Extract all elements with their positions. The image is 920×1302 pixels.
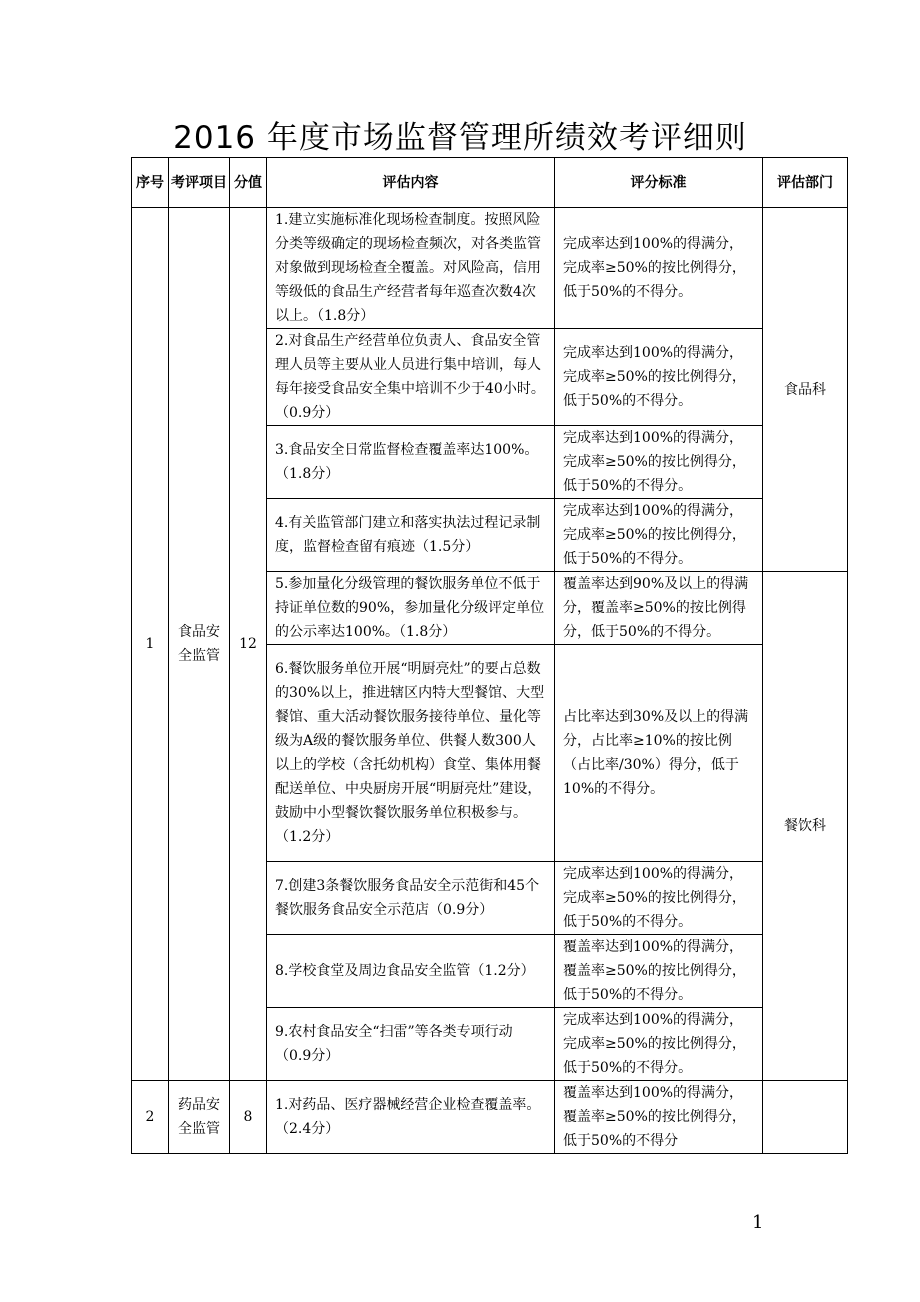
section-seq: 2 [132,1081,169,1154]
section-score: 8 [230,1081,267,1154]
row-content: 6.餐饮服务单位开展“明厨亮灶”的要占总数的30%以上，推进辖区内特大型餐馆、大型餐馆、重大活动餐饮服务接待单位、量化等级为A级的餐饮服务单位、供餐人数300人以上的学校（含托幼机构）食堂、集体用餐配送单位、中央厨房开展“明厨亮灶”建设，鼓励中小型餐饮餐饮服务单位积极参与。（1.2分） [267,645,555,862]
section-item: 食品安全监管 [169,208,230,1081]
row-standard: 覆盖率达到90%及以上的得满分，覆盖率≥50%的按比例得分，低于50%的不得分。 [555,572,763,645]
section-score: 12 [230,208,267,1081]
row-standard: 完成率达到100%的得满分，完成率≥50%的按比例得分，低于50%的不得分。 [555,862,763,935]
table-header-row [132,158,848,208]
row-content: 8.学校食堂及周边食品安全监管（1.2分） [267,935,555,1008]
row-standard: 覆盖率达到100%的得满分，覆盖率≥50%的按比例得分，低于50%的不得分 [555,1081,763,1154]
document-title: 2016 年度市场监督管理所绩效考评细则 [173,120,747,156]
header-content: 评估内容 [267,158,555,208]
header-score: 分值 [230,158,267,208]
row-content: 2.对食品生产经营单位负责人、食品安全管理人员等主要从业人员进行集中培训，每人每年接受食品安全集中培训不少于40小时。（0.9分） [267,329,555,426]
table-row [132,208,848,329]
row-content: 1.建立实施标准化现场检查制度。按照风险分类等级确定的现场检查频次，对各类监管对象做到现场检查全覆盖。对风险高，信用等级低的食品生产经营者每年巡查次数4次以上。（1.8分） [267,208,555,329]
row-content: 4.有关监管部门建立和落实执法过程记录制度，监督检查留有痕迹（1.5分） [267,499,555,572]
row-standard: 覆盖率达到100%的得满分，覆盖率≥50%的按比例得分，低于50%的不得分。 [555,935,763,1008]
row-content: 9.农村食品安全“扫雷”等各类专项行动（0.9分） [267,1008,555,1081]
header-standard: 评分标准 [555,158,763,208]
evaluation-table [131,157,848,1154]
row-standard: 完成率达到100%的得满分，完成率≥50%的按比例得分，低于50%的不得分。 [555,1008,763,1081]
section-seq: 1 [132,208,169,1081]
row-content: 1.对药品、医疗器械经营企业检查覆盖率。（2.4分） [267,1081,555,1154]
row-standard: 完成率达到100%的得满分，完成率≥50%的按比例得分，低于50%的不得分。 [555,208,763,329]
dept-food: 食品科 [763,208,848,572]
header-seq: 序号 [132,158,169,208]
dept-catering: 餐饮科 [763,572,848,1081]
row-content: 5.参加量化分级管理的餐饮服务单位不低于持证单位数的90%，参加量化分级评定单位的公示率达100%。（1.8分） [267,572,555,645]
row-standard: 完成率达到100%的得满分，完成率≥50%的按比例得分，低于50%的不得分。 [555,426,763,499]
section-item: 药品安全监管 [169,1081,230,1154]
row-standard: 占比率达到30%及以上的得满分，占比率≥10%的按比例（占比率/30%）得分，低于10%的不得分。 [555,645,763,862]
header-dept: 评估部门 [763,158,848,208]
page-number: 1 [752,1212,764,1233]
row-content: 7.创建3条餐饮服务食品安全示范街和45个餐饮服务食品安全示范店（0.9分） [267,862,555,935]
row-standard: 完成率达到100%的得满分，完成率≥50%的按比例得分，低于50%的不得分。 [555,329,763,426]
row-standard: 完成率达到100%的得满分，完成率≥50%的按比例得分，低于50%的不得分。 [555,499,763,572]
header-item: 考评项目 [169,158,230,208]
table-row [132,1081,848,1154]
row-dept [763,1081,848,1154]
row-content: 3.食品安全日常监督检查覆盖率达100%。 （1.8分） [267,426,555,499]
